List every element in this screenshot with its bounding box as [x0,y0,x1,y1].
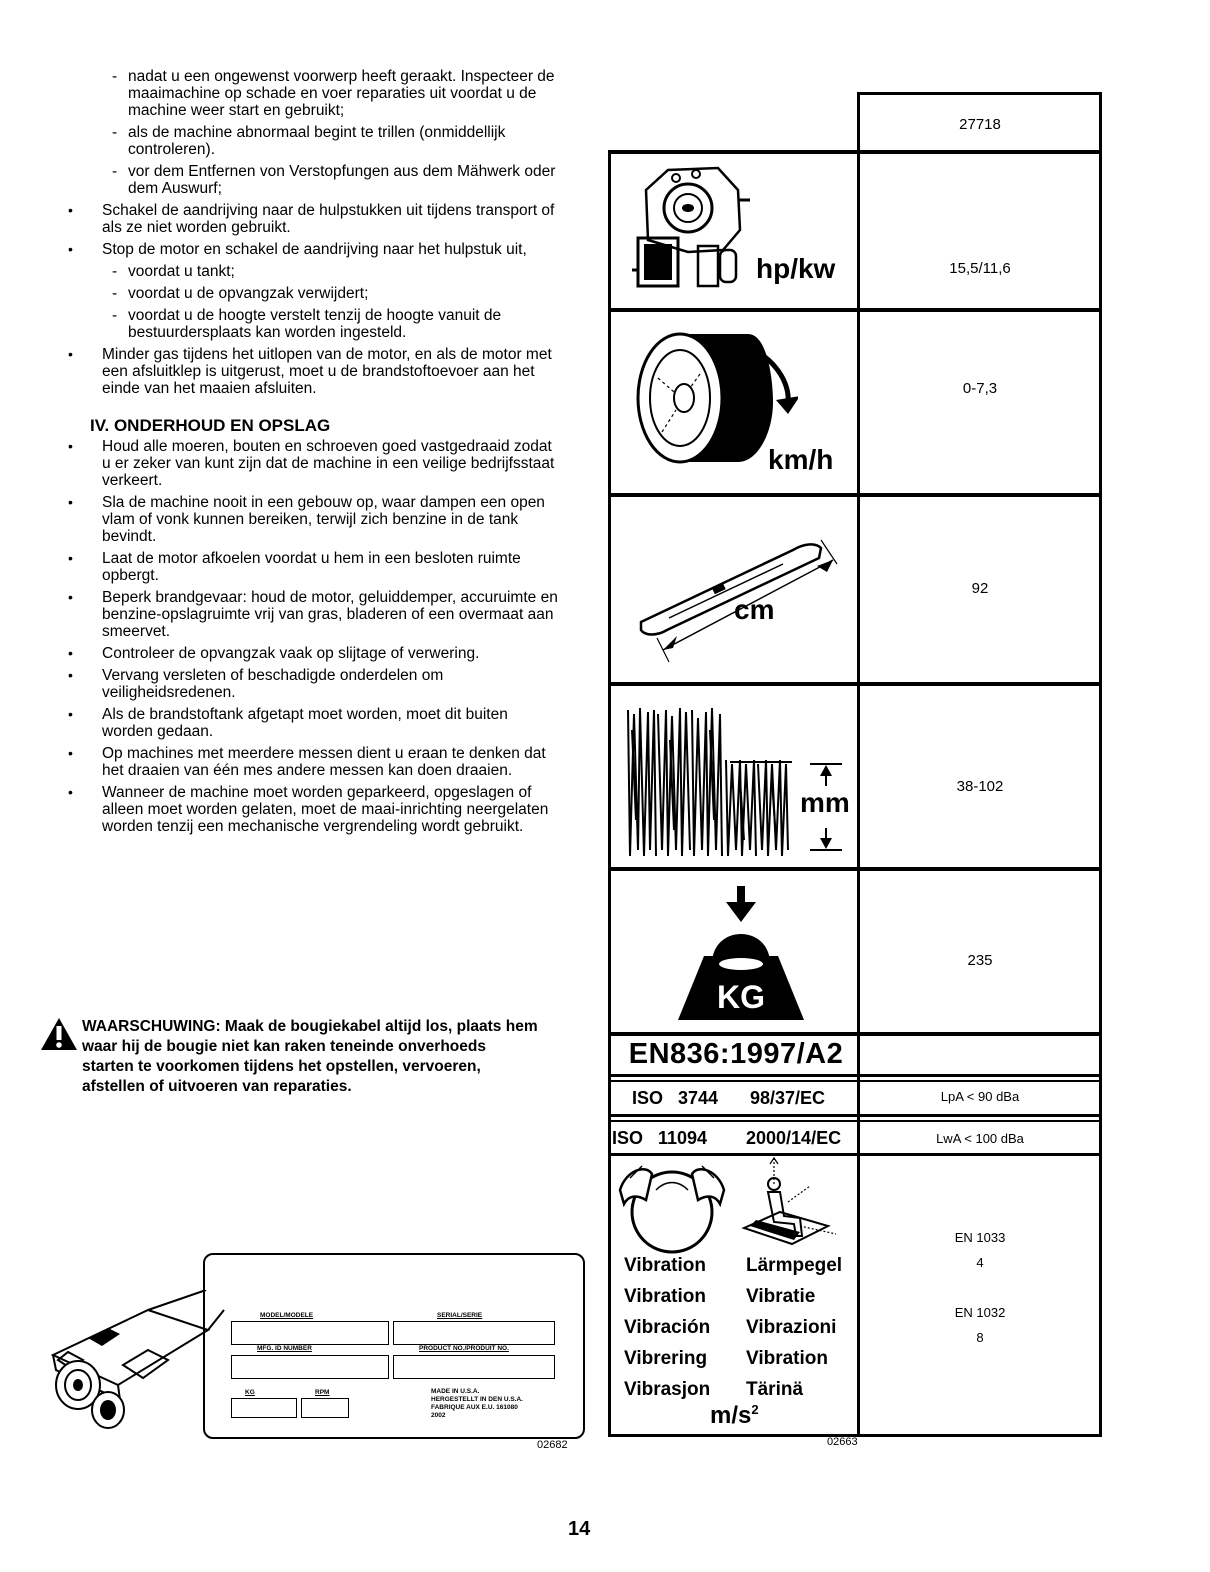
left-text-column [60,68,560,840]
grass-height-icon [622,700,802,860]
seated-operator-icon [740,1156,848,1256]
bullet-list-item [60,438,560,489]
list-item-text: Houd alle moeren, bouten en schroeven goed vastgedraaid zodat u er zeker van kunt zijn dat de machine in een veilige bedrijfsstaat verkeert. [102,438,555,489]
warning-icon [40,1017,78,1051]
dash-list-item [60,163,560,197]
bullet-list-item [60,202,560,236]
list-item-text: Schakel de aandrijving naar de hulpstukken uit tijdens transport of als ze niet worden gebruikt. [102,202,555,236]
plate-code: 02682 [537,1439,568,1451]
list-item-text: Stop de motor en schakel de aandrijving naar het hulpstuk uit, [102,241,527,258]
width-unit: cm [734,594,775,625]
table-border [608,1074,1102,1077]
list-item-text: voordat u de hoogte verstelt tenzij de hoogte vanuit de bestuurdersplaats kan worden ingesteld. [128,307,502,341]
vibration-value-2: 8 [976,1330,984,1345]
serial-field [393,1321,555,1345]
page-number: 14 [568,1518,591,1540]
table-code: 02663 [827,1436,858,1448]
list-item-text: Sla de machine nooit in een gebouw op, waar dampen een open vlam of vonk kunnen bereiken, terwijl zich benzine in de tank bevindt. [102,494,545,545]
bullet-list-item [60,550,560,584]
section-heading: IV. ONDERHOUD EN OPSLAG [90,416,331,435]
bullet-icon: • [68,438,73,454]
bullet-icon: • [68,346,73,362]
bullet-list-item [60,745,560,779]
dash-marker: - [112,263,118,280]
table-border [608,1080,1102,1082]
table-border [608,150,611,1437]
list-item-text: Wanneer de machine moet worden geparkeerd, opgeslagen of alleen moet worden gelaten, moet de maai-inrichting neergelaten worden tenzij een mechanische vergrendeling wordt gebruikt. [102,784,549,835]
table-border [608,682,1102,686]
mfg-id-label: MFG. ID NUMBER [257,1345,312,1352]
vibration-labels-col2: Lärmpegel Vibratie Vibrazioni Vibration Tärinä [746,1255,843,1400]
weight-icon [676,884,816,1024]
list-item-text: voordat u tankt; [128,263,235,280]
power-value: 15,5/11,6 [949,260,1011,277]
list-item-text: Vervang versleten of beschadigde onderdelen om veiligheidsredenen. [102,667,444,701]
table-border [608,308,1102,312]
model-label: MODEL/MODELE [260,1312,314,1319]
table-border [608,150,1102,154]
iso1-num: 3744 [678,1088,719,1108]
bullet-icon: • [68,745,73,761]
bullet-list-item [60,346,560,397]
power-unit: hp/kw [756,253,836,284]
iso2-name: ISO [612,1128,644,1148]
dash-marker: - [112,163,118,180]
bullet-list-item [60,784,560,835]
iso2-dir: 2000/14/EC [746,1128,842,1148]
vibration-unit: $m/s^2$ [710,1402,759,1429]
rpm-field [301,1398,349,1418]
bullet-icon: • [68,241,73,257]
table-border [608,493,1102,497]
list-item-text: Laat de motor afkoelen voordat u hem in een besloten ruimte opbergt. [102,550,521,584]
vibration-std-2: EN 1032 [954,1305,1006,1320]
dash-list-item [60,68,560,119]
weight-icon-text: KG [717,979,765,1015]
steering-wheel-icon [616,1160,728,1260]
vibration-value-1: 4 [976,1255,984,1270]
iso1-name: ISO [632,1088,664,1108]
product-no-label: PRODUCT NO./PRODUIT NO. [419,1345,509,1352]
table-border [608,1120,1102,1122]
model-field [231,1321,389,1345]
dash-list-item [60,124,560,158]
vibration-std-1: EN 1033 [954,1230,1006,1245]
dash-marker: - [112,68,118,85]
table-border [857,92,1102,95]
table-border [608,1114,1102,1117]
vibration-labels-col1: Vibration Vibration Vibración Vibrering Vibrasjon [624,1255,711,1400]
warning-text: WAARSCHUWING: Maak de bougiekabel altijd los, plaats hem waar hij de bougie niet kan raken teneinde onverhoeds starten te voorkomen tijdens het opstellen, vervoeren, afstellen of uitvoeren van reparaties. [82,1018,538,1095]
list-item-text: Minder gas tijdens het uitlopen van de motor, en als de motor met een afsluitklep is uitgerust, moet u de brandstoftoevoer aan het einde van het maaien afsluiten. [102,346,552,397]
weight-value: 235 [967,952,993,969]
list-item-text: voordat u de opvangzak verwijdert; [128,285,369,302]
kg-label: KG [245,1389,255,1396]
list-item-text: Beperk brandgevaar: houd de motor, geluiddemper, accuruimte en benzine-opslagruimte vrij van gras, bladeren of een overmaat aan smeervet. [102,589,558,640]
bullet-list-item [60,645,560,662]
product-no-field [393,1355,555,1379]
list-item-text: Controleer de opvangzak vaak op slijtage of verwering. [102,645,480,662]
iso1-value: LpA < 90 dBa [940,1089,1020,1104]
iso1-dir: 98/37/EC [750,1088,826,1108]
engine-icon [628,160,753,302]
tractor-illustration [28,1290,228,1450]
height-value: 38-102 [956,778,1004,795]
bullet-list-item [60,589,560,640]
bullet-icon: • [68,706,73,722]
list-item-text: Op machines met meerdere messen dient u eraan te denken dat het draaien van één mes andere messen kan doen draaien. [102,745,546,779]
kg-field [231,1398,297,1418]
made-in-text: MADE IN U.S.A. HERGESTELLT IN DEN U.S.A. FABRIQUE AUX E.U. 161080 2002 [431,1388,523,1419]
dash-marker: - [112,307,118,324]
mfg-id-field [231,1355,389,1379]
identification-plate [203,1253,585,1439]
bullet-icon: • [68,645,73,661]
speed-value: 0-7,3 [962,380,998,397]
table-border [608,1153,1102,1156]
table-border [608,1032,1102,1036]
list-item-text: nadat u een ongewenst voorwerp heeft geraakt. Inspecteer de maaimachine op schade en voer reparaties uit voordat u de machine weer start en gebruikt; [128,68,555,119]
serial-label: SERIAL/SERIE [437,1312,483,1319]
bullet-list-item [60,494,560,545]
dash-list-item [60,285,560,302]
bullet-icon: • [68,784,73,800]
warning-block [40,1017,540,1097]
rpm-label: RPM [315,1389,330,1396]
dash-list-item [60,263,560,280]
list-item-text: als de machine abnormaal begint te trillen (onmiddellijk controleren). [128,124,506,158]
dash-marker: - [112,124,118,141]
width-value: 92 [971,580,989,597]
table-border [608,867,1102,871]
dash-list-item [60,307,560,341]
height-unit: mm [800,787,850,818]
bullet-list-item [60,667,560,701]
standard-title: EN836:1997/A2 [628,1038,844,1070]
list-item-text: Als de brandstoftank afgetapt moet worden, moet dit buiten worden gedaan. [102,706,508,740]
dash-marker: - [112,285,118,302]
bullet-list-item [60,241,560,258]
iso2-num: 11094 [658,1128,708,1148]
bullet-list-item [60,706,560,740]
list-item-text: vor dem Entfernen von Verstopfungen aus dem Mähwerk oder dem Auswurf; [128,163,556,197]
bullet-icon: • [68,589,73,605]
bullet-icon: • [68,202,73,218]
speed-unit: km/h [768,444,834,475]
bullet-icon: • [68,550,73,566]
model-number: 27718 [959,116,1001,133]
iso2-value: LwA < 100 dBa [936,1131,1024,1146]
bullet-icon: • [68,494,73,510]
bullet-icon: • [68,667,73,683]
